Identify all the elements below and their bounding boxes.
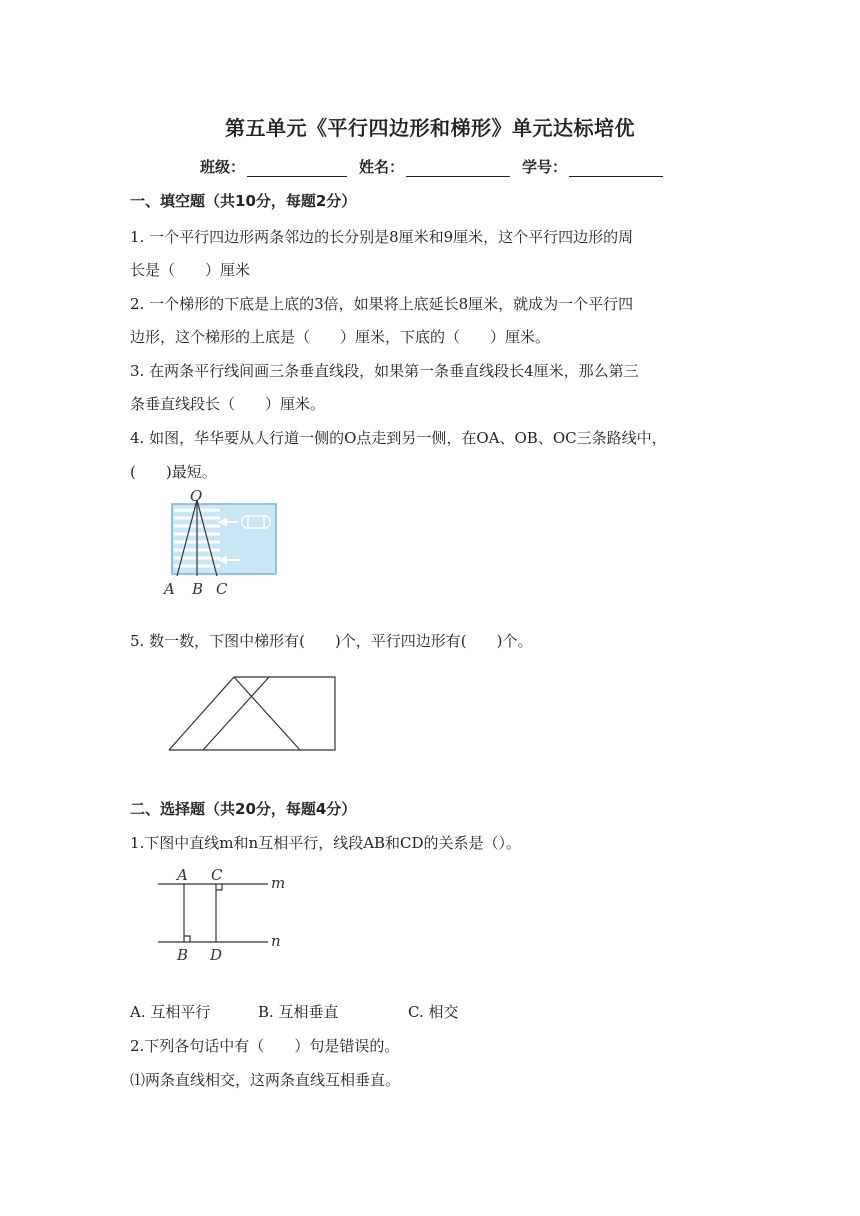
s2-q1-line1: 1.下图中直线m和n互相平行，线段AB和CD的关系是（）。 <box>130 834 522 852</box>
parallel-lines-figure <box>152 864 292 964</box>
point-a-label: A <box>164 580 175 598</box>
q2-line2: 边形，这个梯形的上底是（ ）厘米，下底的（ ）厘米。 <box>130 328 551 346</box>
q4-line2: ( )最短。 <box>130 463 217 481</box>
point-c-label: C <box>211 866 223 884</box>
q2-line1: 2. 一个梯形的下底是上底的3倍，如果将上底延长8厘米，就成为一个平行四 <box>130 295 634 313</box>
q5-line1: 5. 数一数，下图中梯形有( )个，平行四边形有( )个。 <box>130 632 533 650</box>
crosswalk-figure <box>160 488 282 600</box>
point-a-label: A <box>177 866 188 884</box>
number-label: 学号： <box>522 158 568 176</box>
point-o-label: O <box>190 488 203 505</box>
name-label: 姓名： <box>359 158 405 176</box>
right-angle-mark-b <box>184 936 190 942</box>
inner-line-left <box>203 677 269 750</box>
class-label: 班级： <box>200 158 246 176</box>
right-angle-mark-c <box>216 884 222 890</box>
class-blank[interactable] <box>247 158 347 177</box>
q1-line2: 长是（ ）厘米 <box>130 261 251 279</box>
point-d-label: D <box>210 946 223 964</box>
line-n-label: n <box>271 932 281 950</box>
s2-q2-item1: ⑴两条直线相交，这两条直线互相垂直。 <box>130 1071 401 1089</box>
page-title: 第五单元《平行四边形和梯形》单元达标培优 <box>225 116 635 140</box>
section-1-heading: 一、填空题（共10分，每题2分） <box>130 192 357 210</box>
section-2-heading: 二、选择题（共20分，每题4分） <box>130 800 357 818</box>
inner-line-right <box>234 677 300 750</box>
point-b-label: B <box>192 580 204 598</box>
student-info-row <box>200 156 675 177</box>
option-b[interactable]: B. 互相垂直 <box>258 1003 339 1021</box>
q3-line1: 3. 在两条平行线间画三条垂直线段，如果第一条垂直线段长4厘米，那么第三 <box>130 362 639 380</box>
outer-trapezoid <box>169 677 335 750</box>
shape-count-figure <box>160 670 342 756</box>
q4-line1: 4. 如图，华华要从人行道一侧的O点走到另一侧，在OA、OB、OC三条路线中， <box>130 429 667 447</box>
option-c[interactable]: C. 相交 <box>408 1003 459 1021</box>
line-m-label: m <box>271 874 286 892</box>
point-c-label: C <box>216 580 228 598</box>
number-blank[interactable] <box>569 158 663 177</box>
road-area <box>172 504 276 574</box>
s2-q2-line1: 2.下列各句话中有（ ）句是错误的。 <box>130 1037 400 1055</box>
option-a[interactable]: A. 互相平行 <box>130 1003 211 1021</box>
q3-line2: 条垂直线段长（ ）厘米。 <box>130 395 326 413</box>
q1-line1: 1. 一个平行四边形两条邻边的长分别是8厘米和9厘米，这个平行四边形的周 <box>130 228 634 246</box>
point-b-label: B <box>177 946 189 964</box>
name-blank[interactable] <box>406 158 510 177</box>
